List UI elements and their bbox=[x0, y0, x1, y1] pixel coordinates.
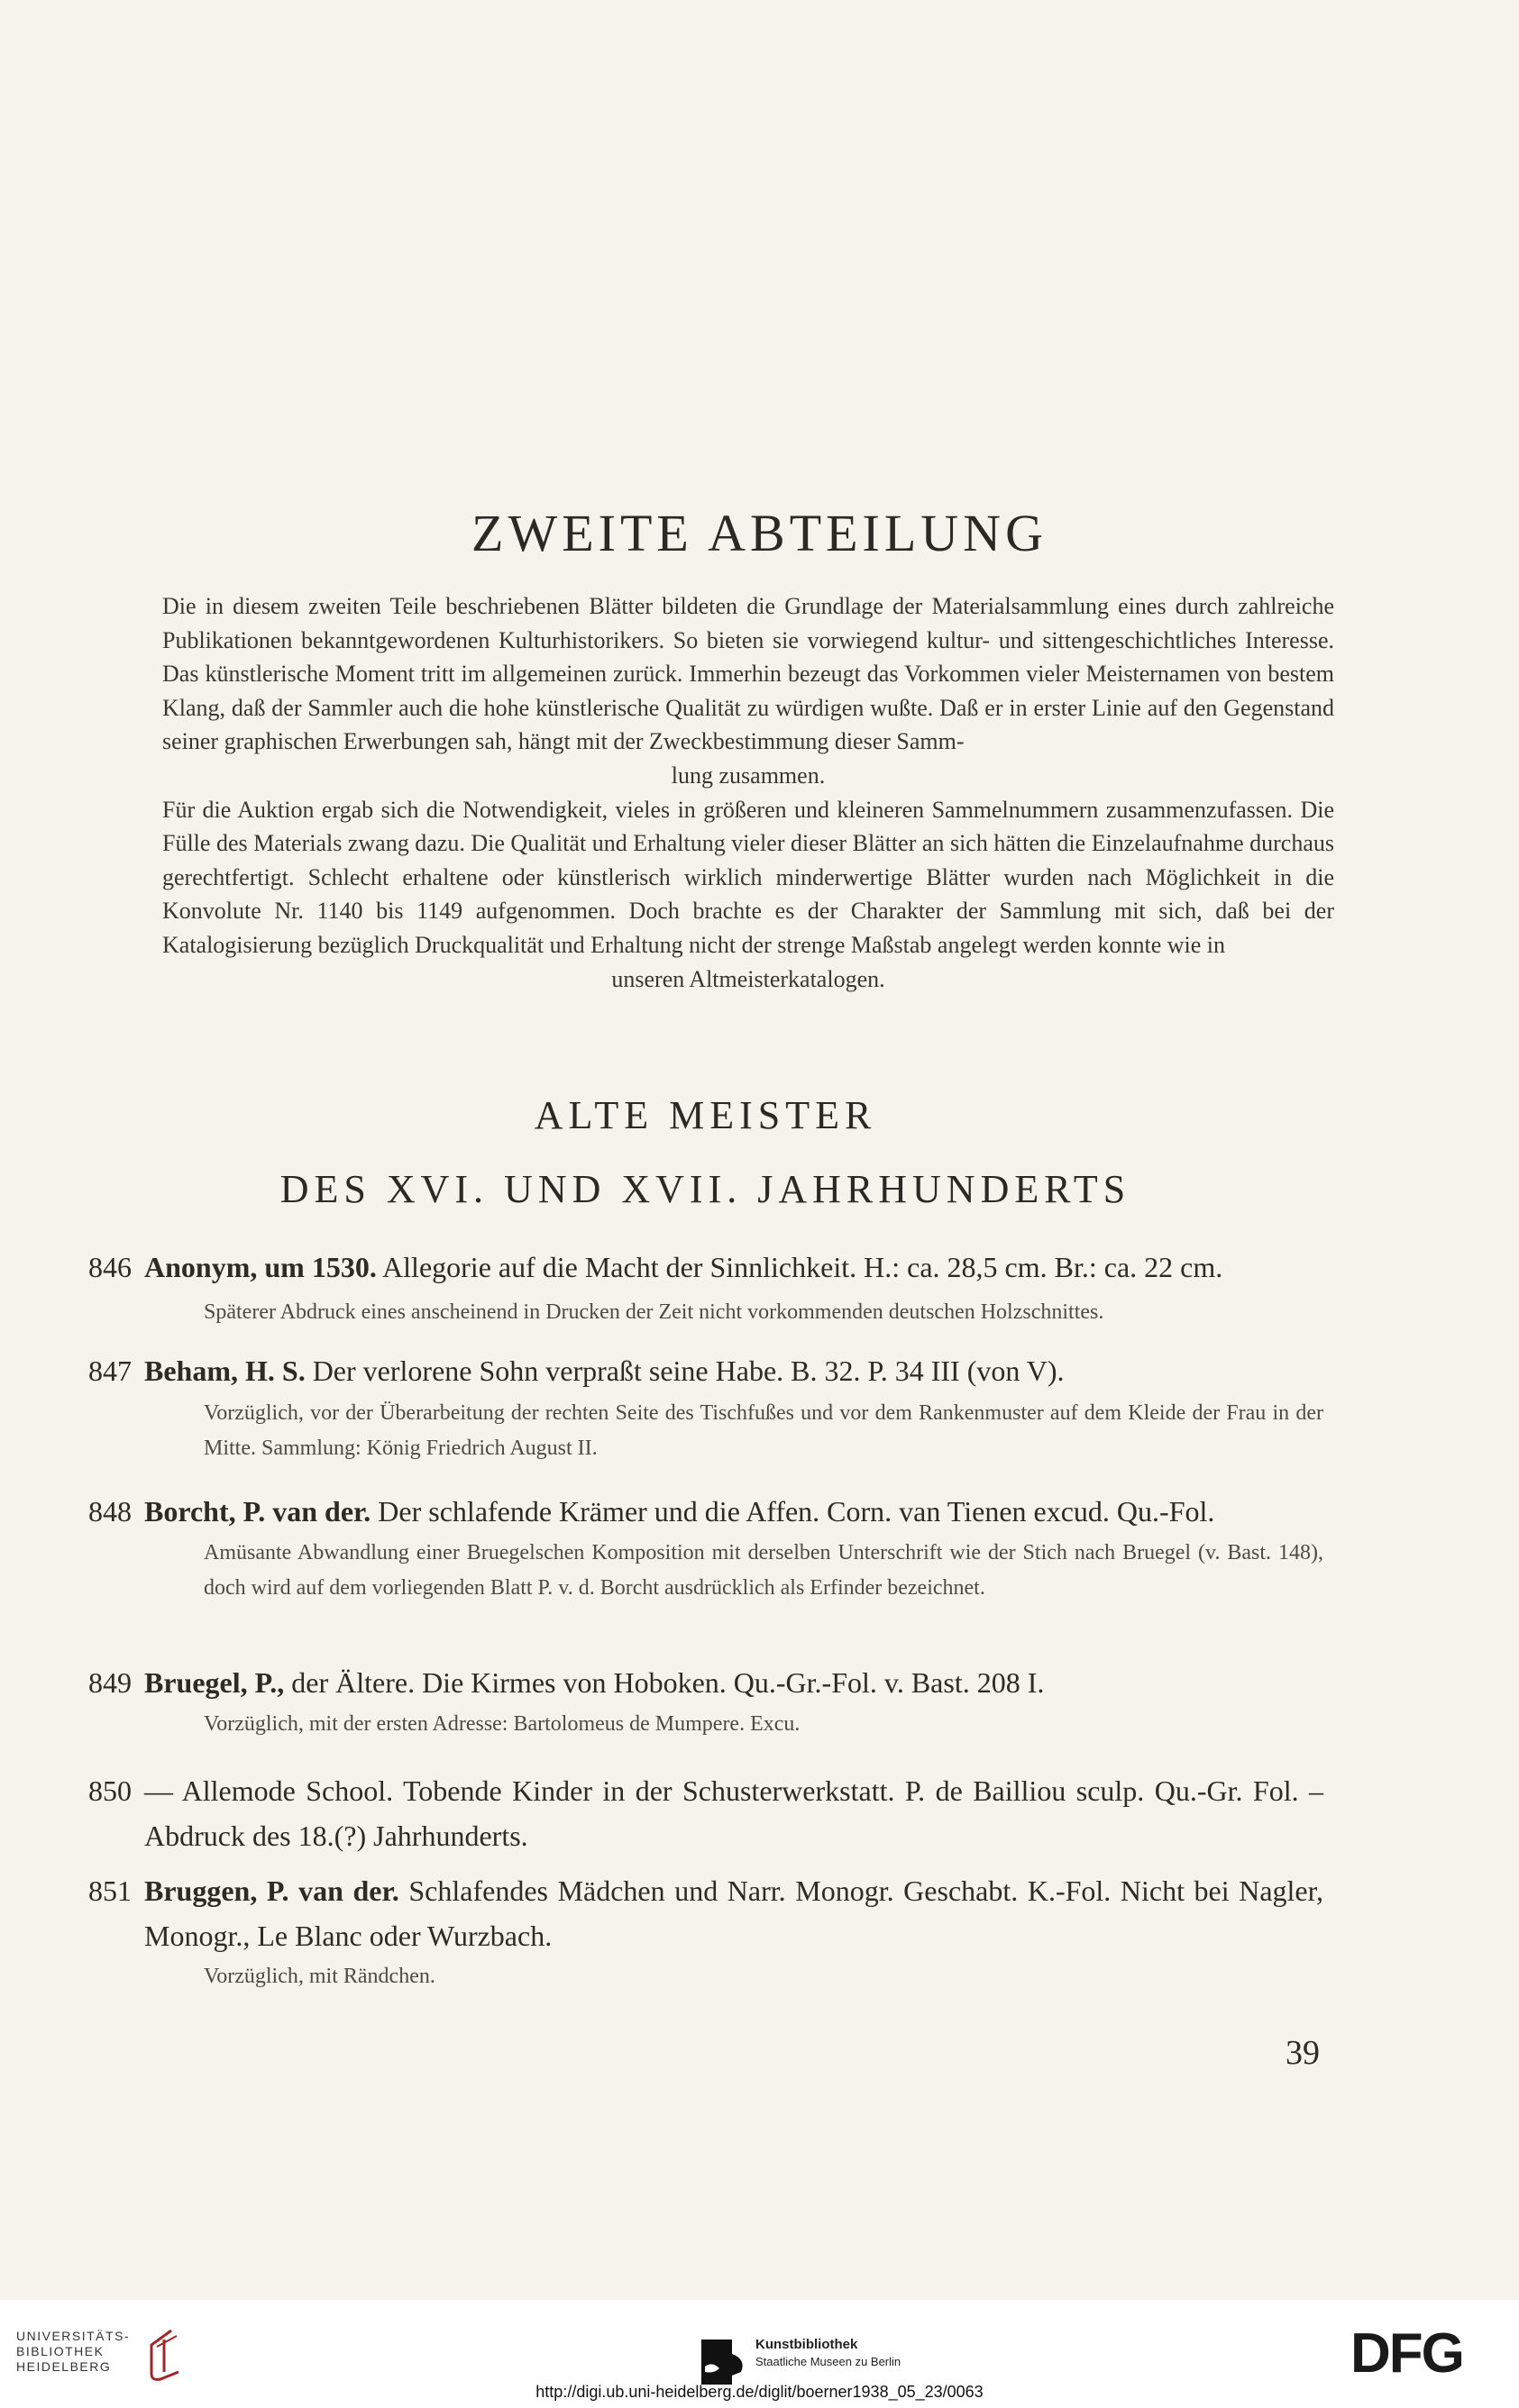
dfg-logo: DFG bbox=[1350, 2322, 1463, 2385]
entry-text bbox=[144, 1489, 1323, 1534]
university-library-text bbox=[16, 2329, 130, 2375]
catalog-entry-850 bbox=[88, 1768, 1323, 1867]
entry-number: 846 bbox=[88, 1251, 132, 1283]
library-subtitle: Staatliche Museen zu Berlin bbox=[755, 2355, 901, 2368]
intro-paragraph-2-end: unseren Altmeisterkatalogen. bbox=[611, 965, 885, 992]
entry-artist: Bruggen, P. van der. bbox=[144, 1874, 399, 1907]
catalog-entry-846 bbox=[88, 1245, 1323, 1353]
catalog-entry-847 bbox=[88, 1348, 1323, 1483]
kunstbibliothek-logo-icon bbox=[700, 2340, 748, 2385]
entry-note: Amüsante Abwandlung einer Bruegelschen Komposition mit derselben Unterschrift wie der Stich nach Bruegel (v. Bast. 148), doch wird auf dem vorliegenden Blatt P. v. d. Borcht ausdrücklich als Erfinder bezeichnet. bbox=[204, 1541, 1323, 1600]
intro-paragraph-1-end: lung zusammen. bbox=[671, 762, 826, 789]
entry-text bbox=[144, 1768, 1323, 1858]
university-line-3: HEIDELBERG bbox=[16, 2359, 112, 2374]
intro-paragraph-1: Die in diesem zweiten Teile beschriebenen Blätter bildeten die Grundlage der Materialsammlung eines durch zahlreiche Publikationen bekanntgewordenen Kulturhistorikers. So bieten sie vorwiegend kultur- und sittengeschichtliches Interesse. Das künstlerische Moment tritt im allgemeinen zurück. Immerhin bezeugt das Vorkommen vieler Meisternamen von bestem Klang, daß der Sammler auch die hohe künstlerische Qualität zu würdigen wußte. Daß er in erster Linie auf den Gegenstand seiner graphischen Erwerbungen sah, hängt mit der Zweckbestimmung dieser Samm- bbox=[162, 593, 1334, 755]
page-number: 39 bbox=[1286, 2034, 1320, 2072]
intro-paragraph-2: Für die Auktion ergab sich die Notwendigkeit, vieles in größeren und kleineren Sammelnummern zusammenzufassen. Die Fülle des Materials zwang dazu. Die Qualität und Erhaltung vieler dieser Blätter an sich hätten die Einzelaufnahme durchaus gerechtfertigt. Schlecht erhaltene oder künstlerisch wirklich minderwertige Blätter wurden nach Möglichkeit in die Konvolute Nr. 1140 bis 1149 aufgenommen. Doch brachte es der Charakter der Sammlung mit sich, daß bei der Katalogisierung bezüglich Druckqualität und Erhaltung nicht der strenge Maßstab angelegt werden konnte wie in bbox=[162, 796, 1334, 958]
entry-artist: Beham, H. S. bbox=[144, 1354, 306, 1387]
entry-note: Vorzüglich, mit Rändchen. bbox=[204, 1965, 435, 1988]
entry-note: Späterer Abdruck eines anscheinend in Drucken der Zeit nicht vorkommenden deutschen Holzschnittes. bbox=[204, 1300, 1104, 1324]
catalog-entry-851 bbox=[88, 1868, 1323, 2003]
entry-title: Schlafendes Mädchen und Narr. Monogr. Geschabt. K.-Fol. Nicht bei Nagler, Monogr., Le Blanc oder Wurzbach. bbox=[144, 1874, 1324, 1952]
entry-text bbox=[144, 1868, 1323, 1958]
entry-number: 848 bbox=[88, 1495, 132, 1528]
section-title: ALTE MEISTER bbox=[534, 1093, 877, 1137]
entry-artist: Anonym, um 1530. bbox=[144, 1251, 377, 1283]
entry-number: 850 bbox=[88, 1774, 132, 1807]
entry-number: 847 bbox=[88, 1354, 132, 1387]
entry-title: Der verlorene Sohn verpraßt seine Habe. B. 32. P. 34 III (von V). bbox=[312, 1354, 1065, 1387]
source-url[interactable]: http://digi.ub.uni-heidelberg.de/diglit/boerner1938_05_23/0063 bbox=[535, 2383, 984, 2401]
university-logo-icon bbox=[144, 2327, 186, 2385]
intro-text bbox=[162, 589, 1334, 996]
university-line-1: UNIVERSITÄTS- bbox=[16, 2329, 131, 2343]
entry-title: der Ältere. Die Kirmes von Hoboken. Qu.-Gr.-Fol. v. Bast. 208 I. bbox=[291, 1666, 1045, 1699]
section-subtitle: DES XVI. UND XVII. JAHRHUNDERTS bbox=[279, 1167, 1131, 1211]
entry-title: — Allemode School. Tobende Kinder in der Schusterwerkstatt. P. de Bailliou sculp. Qu.-Gr. Fol. – Abdruck des 18.(?) Jahrhunderts. bbox=[144, 1774, 1323, 1852]
entry-note: Vorzüglich, mit der ersten Adresse: Bartolomeus de Mumpere. Excu. bbox=[204, 1712, 801, 1736]
entry-title: Allegorie auf die Macht der Sinnlichkeit. H.: ca. 28,5 cm. Br.: ca. 22 cm. bbox=[382, 1251, 1223, 1283]
entry-title: Der schlafende Krämer und die Affen. Corn. van Tienen excud. Qu.-Fol. bbox=[378, 1495, 1215, 1528]
catalog-entry-849 bbox=[88, 1660, 1323, 1759]
catalog-entry-848 bbox=[88, 1489, 1323, 1660]
university-line-2: BIBLIOTHEK bbox=[16, 2344, 105, 2358]
entry-artist: Borcht, P. van der. bbox=[144, 1495, 371, 1528]
entry-number: 851 bbox=[88, 1874, 132, 1907]
entry-artist: Bruegel, P., bbox=[144, 1666, 285, 1699]
entry-note: Vorzüglich, vor der Überarbeitung der rechten Seite des Tischfußes und vor dem Rankenmuster auf dem Kleide der Frau in der Mitte. Sammlung: König Friedrich August II. bbox=[204, 1401, 1323, 1460]
entry-number: 849 bbox=[88, 1666, 132, 1699]
page-heading: ZWEITE ABTEILUNG bbox=[471, 504, 1048, 562]
entry-text bbox=[144, 1660, 1323, 1705]
entry-text bbox=[144, 1348, 1323, 1393]
entry-text bbox=[144, 1245, 1323, 1290]
kunstbibliothek-text bbox=[755, 2336, 901, 2370]
library-name: Kunstbibliothek bbox=[755, 2337, 858, 2352]
